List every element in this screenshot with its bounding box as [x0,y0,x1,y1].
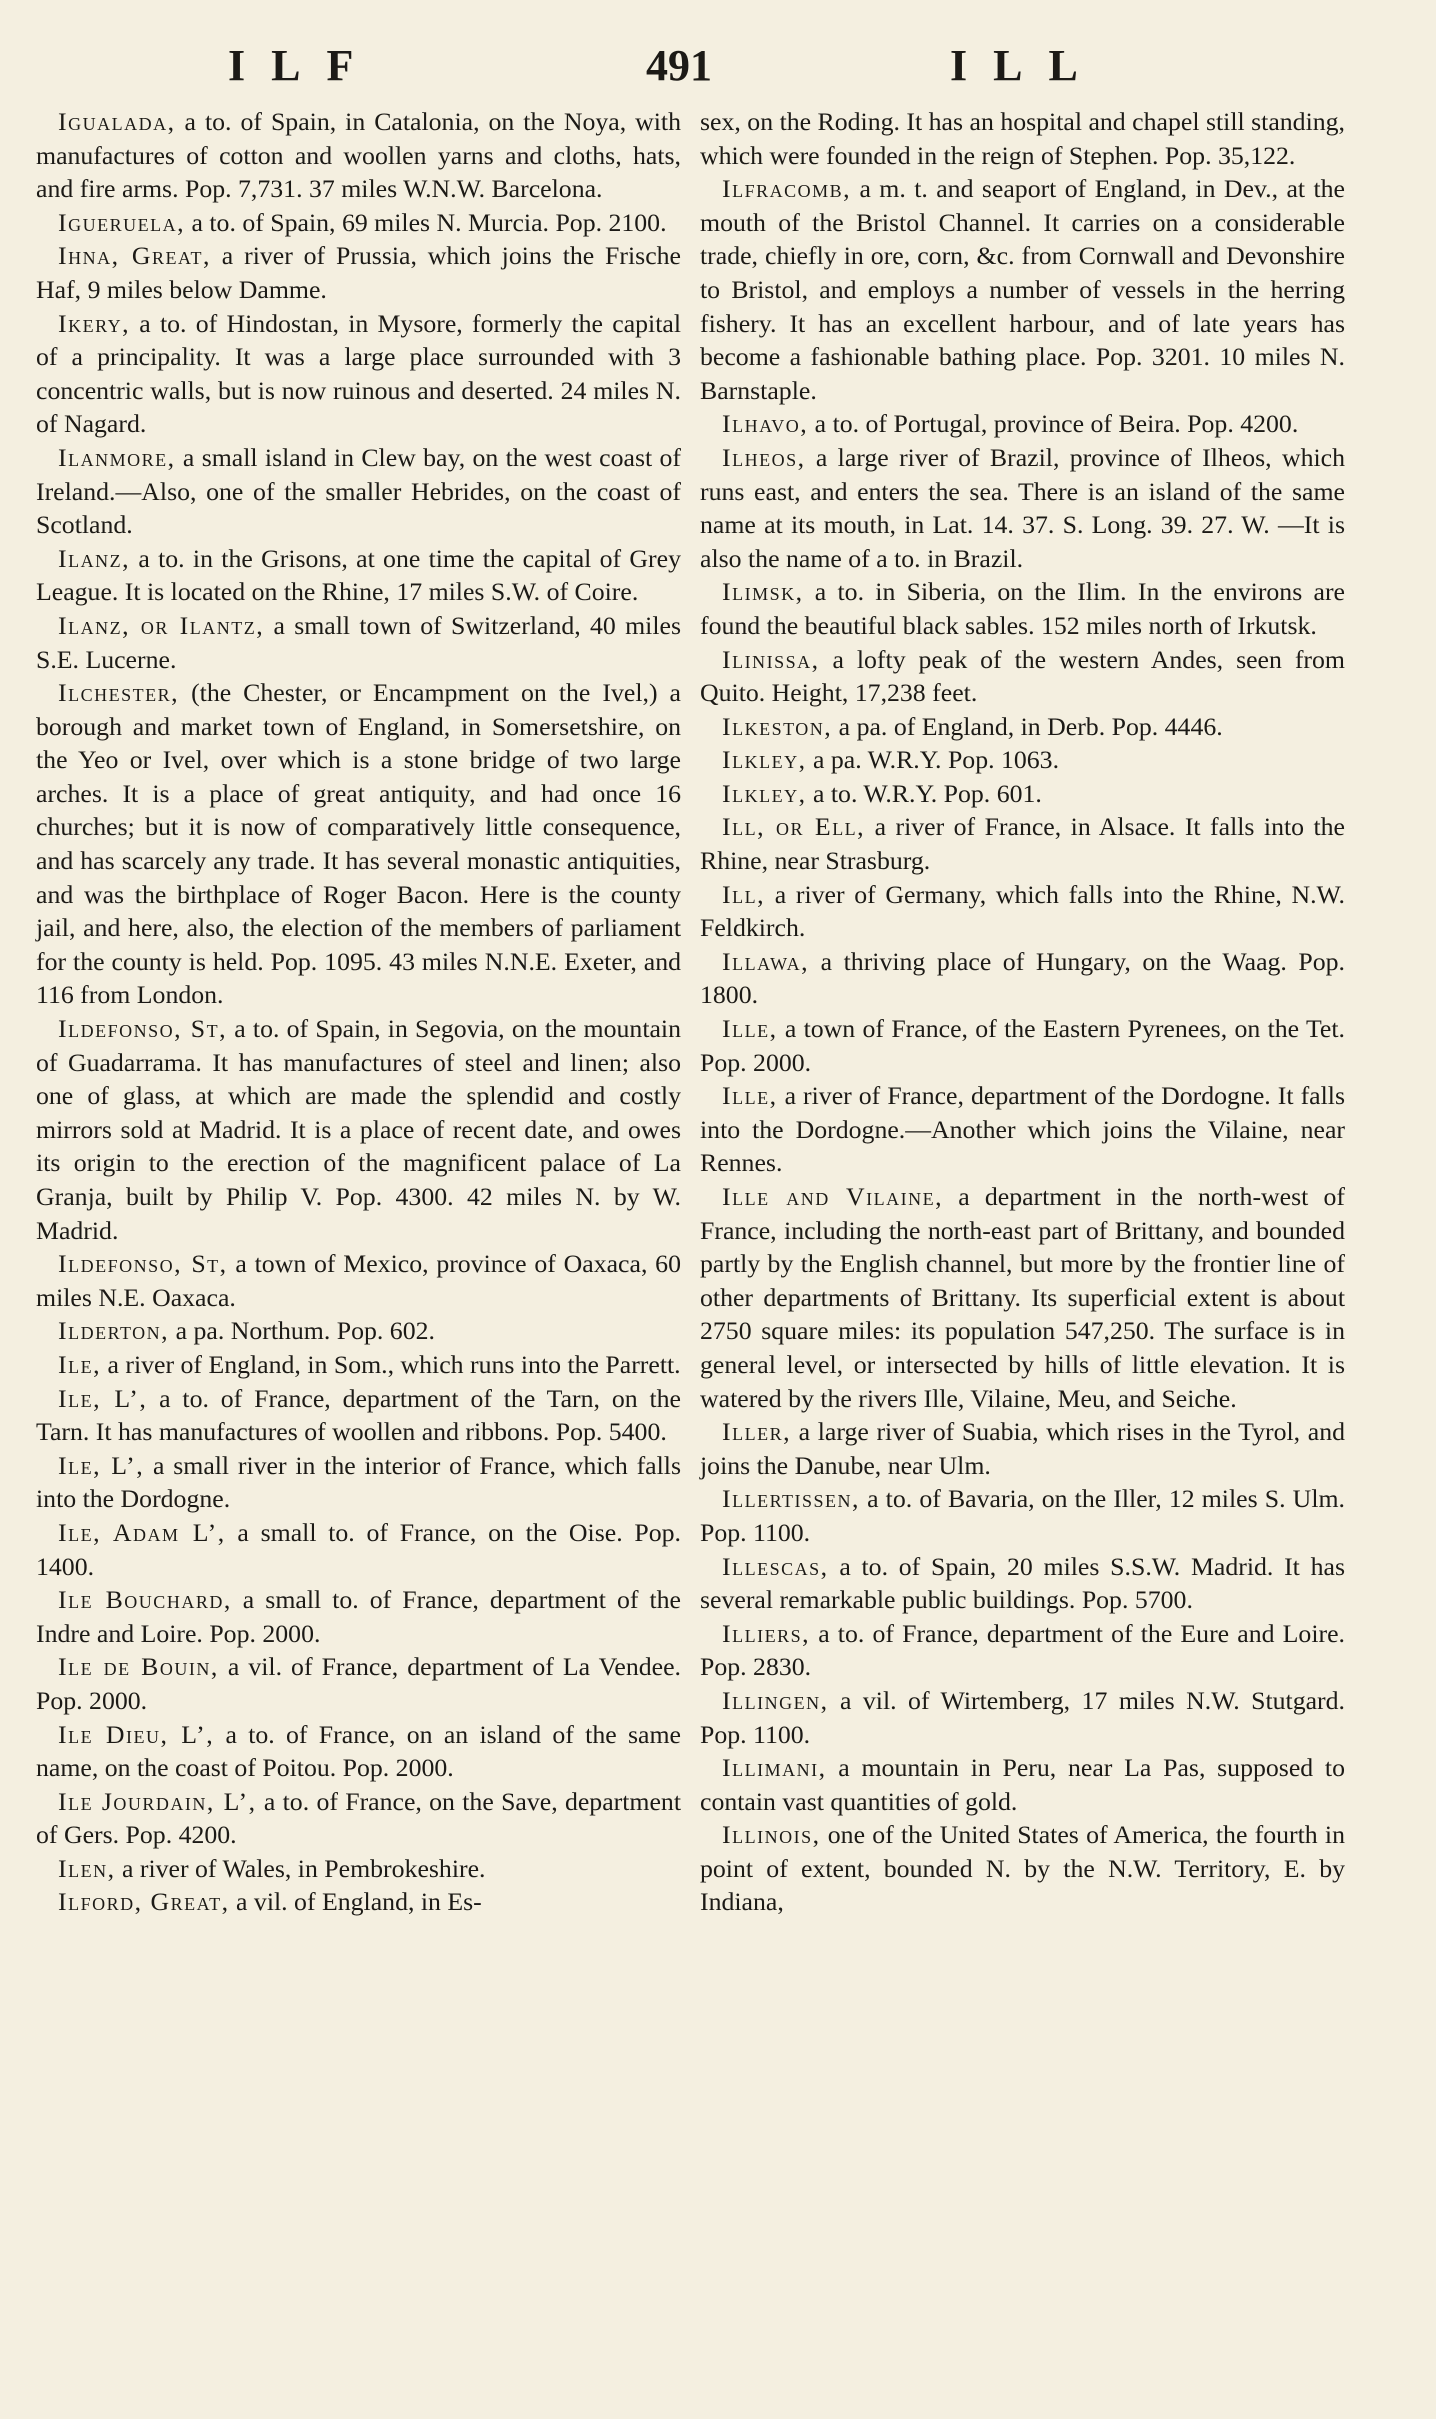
entry-headword: Ihna, Great, [58,241,211,271]
gazetteer-entry [36,105,681,206]
entry-headword: Ildefonso, St, [58,1014,228,1044]
entry-headword: Illescas, [722,1551,829,1581]
entry-headword: Ilimsk, [722,577,804,607]
entry-headword: Illiers, [722,1618,811,1648]
entry-text: (the Chester, or Encampment on the Ivel,) a borough and market town of England, in Somersetshire, on the Yeo or Ivel, over which is a stone bridge of two large arches. It is a place of great antiquity, and had once 16 churches; but it is now of comparatively little consequence, and has scarcely any trade. It has several monastic antiquities, and was the birthplace of Roger Bacon. Here is the county jail, and here, also, the election of the members of parliament for the county is held. Pop. 1095. 43 miles N.N.E. Exeter, and 116 from London. [36,678,681,1010]
entry-headword: Illertissen, [722,1484,860,1514]
entry-headword: Ilkeston, [722,711,833,741]
entry-text: a to. of Spain, in Segovia, on the mountain of Guadarrama. It has manufactures of steel and linen; also one of glass, at which are made the splendid and costly mirrors sold at Madrid. It is a place of recent date, and owes its origin to the erection of the magnificent palace of La Granja, built by Philip V. Pop. 4300. 42 miles N. by W. Madrid. [36,1014,681,1245]
entry-text: a large river of Brazil, province of Ilheos, which runs east, and enters the sea. There is an island of the same name at its mouth, in Lat. 14. 37. S. Long. 39. 27. W. —It is also the name of a to. in Brazil. [700,442,1345,573]
entry-text: a to. of France, on the Save, department of Gers. Pop. 4200. [36,1786,681,1850]
entry-headword: Ilkley, [722,745,807,775]
entry-text: a department in the north-west of France, including the north-east part of Brittany, and bounded partly by the English channel, but more by the frontier line of other departments of Brittany. Its superficial extent is about 2750 square miles: its population 547,250. The surface is in general level, or intersected by hills of little elevation. It is watered by the rivers Ille, Vilaine, Meu, and Seiche. [700,1182,1345,1413]
gazetteer-entry [700,743,1345,777]
gazetteer-entry [36,1348,681,1382]
gazetteer-entry [36,1650,681,1717]
entry-headword: Ile, L’, [58,1450,145,1480]
entry-text: a to. of Bavaria, on the Iller, 12 miles S. Ulm. Pop. 1100. [700,1484,1345,1547]
entry-headword: Ile, L’, [58,1383,148,1413]
entry-headword: Igualada, [58,107,176,136]
gazetteer-entry [700,172,1345,407]
entry-text: a large river of Suabia, which rises in the Tyrol, and joins the Danube, near Ulm. [700,1417,1345,1480]
entry-headword: Ilen, [58,1853,116,1883]
entry-text: a small to. of France, department of the Indre and Loire. Pop. 2000. [36,1585,681,1648]
gazetteer-entry [36,1382,681,1449]
entry-headword: Ilanz, or Ilantz, [58,610,265,640]
entry-headword: Illingen, [722,1685,829,1715]
entry-headword: Ile, Adam L’, [58,1517,226,1547]
entry-text: a vil. of Wirtemberg, 17 miles N.W. Stutgard. Pop. 1100. [700,1685,1345,1749]
entry-headword: Ile de Bouin, [58,1652,219,1682]
entry-text: a to. in Siberia, on the Ilim. In the environs are found the beautiful black sables. 152 miles north of Irkutsk. [700,577,1345,640]
gazetteer-entry [36,307,681,441]
entry-text: a river of Prussia, which joins the Frische Haf, 9 miles below Damme. [36,241,681,304]
entry-headword: Illimani, [722,1753,827,1783]
entry-text: a to. of Spain, in Catalonia, on the Noya, with manufactures of cotton and woollen yarns and cloths, hats, and fire arms. Pop. 7,731. 37 miles W.N.W. Barcelona. [36,107,681,204]
entry-headword: Ilford, Great, [58,1887,230,1917]
entry-text: a to. of Hindostan, in Mysore, formerly the capital of a principality. It was a large place surrounded with 3 concentric walls, but is now ruinous and deserted. 24 miles N. of Nagard. [36,308,681,439]
entry-text: a to. of Spain, 69 miles N. Murcia. Pop. 2100. [185,207,667,237]
entry-text: a to. W.R.Y. Pop. 601. [806,778,1042,808]
entry-headword: Ille, [722,1014,778,1044]
entry-text: a river of France, in Alsace. It falls into the Rhine, near Strasburg. [700,812,1345,876]
entry-headword: Ilchester, [58,678,180,708]
header-right-guide-word: ILL [950,41,1104,90]
entry-text: a lofty peak of the western Andes, seen from Quito. Height, 17,238 feet. [700,644,1345,708]
entry-text: a small town of Switzerland, 40 miles S.E. Lucerne. [36,610,681,674]
entry-headword: Ilfracomb, [722,174,852,204]
entry-headword: Igueruela, [58,207,186,237]
entry-text: a vil. of England, in Es- [229,1887,482,1917]
left-column [36,105,681,1919]
entry-headword: Ile Jourdain, L’, [58,1786,257,1816]
entry-headword: Ile, [58,1349,102,1379]
entry-headword: Ille, [722,1081,778,1111]
gazetteer-entry [36,239,681,306]
gazetteer-entry [36,1583,681,1650]
gazetteer-entry [700,945,1345,1012]
gazetteer-entry [700,878,1345,945]
gazetteer-entry [36,609,681,676]
entry-headword: Illawa, [722,946,810,976]
entry-text: one of the United States of America, the fourth in point of extent, bounded N. by the N.W. Territory, E. by Indiana, [700,1820,1345,1917]
gazetteer-entry [36,1852,681,1886]
entry-headword: Iller, [722,1417,792,1447]
gazetteer-entry [36,441,681,542]
gazetteer-entry [36,1449,681,1516]
gazetteer-entry [36,1012,681,1247]
entry-text: a river of Wales, in Pembrokeshire. [115,1853,486,1883]
gazetteer-entry [700,1012,1345,1079]
running-header [0,28,1436,98]
gazetteer-entry [36,206,681,240]
gazetteer-entry [36,1314,681,1348]
entry-headword: Ilanz, [58,543,131,573]
gazetteer-entry [36,1247,681,1314]
gazetteer-entry [700,575,1345,642]
entry-text: a to. of France, on an island of the same name, on the coast of Poitou. Pop. 2000. [36,1719,681,1783]
entry-text: a to. in the Grisons, at one time the capital of Grey League. It is located on the Rhine, 17 miles S.W. of Coire. [36,543,681,607]
gazetteer-entry [700,1180,1345,1415]
entry-text: a m. t. and seaport of England, in Dev., at the mouth of the Bristol Channel. It carries on a considerable trade, chiefly in ore, corn, &c. from Cornwall and Devonshire to Bristol, and employs a number of vessels in the herring fishery. It has an excellent harbour, and of late years has become a fashionable bathing place. Pop. 3201. 10 miles N. Barnstaple. [700,174,1345,405]
entry-text: a river of Germany, which falls into the Rhine, N.W. Feldkirch. [700,879,1345,943]
entry-headword: Ile Dieu, L’, [58,1719,215,1749]
gazetteer-entry [700,1482,1345,1549]
entry-headword: Ille and Vilaine, [722,1182,944,1211]
gazetteer-entry [700,1079,1345,1180]
gazetteer-entry [700,407,1345,441]
entry-headword: Ilkley, [722,778,807,808]
entry-text: a mountain in Peru, near La Pas, supposed to contain vast quantities of gold. [700,1753,1345,1816]
gazetteer-entry [700,1818,1345,1919]
entry-text: a pa. W.R.Y. Pop. 1063. [806,745,1060,775]
entry-text: a to. of France, department of the Eure and Loire. Pop. 2830. [700,1618,1345,1682]
entry-headword: Ilheos, [722,442,806,472]
right-column [700,105,1345,1919]
entry-headword: Ilhavo, [722,409,809,439]
gazetteer-entry [36,1718,681,1785]
gazetteer-entry [700,1550,1345,1617]
entry-text: a river of France, department of the Dordogne. It falls into the Dordogne.—Another which joins the Vilaine, near Rennes. [700,1081,1345,1178]
header-left-guide-word: ILF [228,41,380,90]
gazetteer-entry [36,1516,681,1583]
entry-text: a to. of Portugal, province of Beira. Pop. 4200. [808,409,1299,439]
entry-text: a pa. of England, in Derb. Pop. 4446. [832,711,1223,741]
entry-text: a river of England, in Som., which runs into the Parrett. [101,1349,681,1379]
entry-text: a town of France, of the Eastern Pyrenees, on the Tet. Pop. 2000. [700,1014,1345,1077]
gazetteer-entry [700,1415,1345,1482]
entry-text: a to. of Spain, 20 miles S.S.W. Madrid. It has several remarkable public buildings. Pop. 5700. [700,1551,1345,1615]
gazetteer-entry [36,542,681,609]
entry-headword: Ilinissa, [722,644,820,674]
gazetteer-entry [700,643,1345,710]
gazetteer-entry [700,1751,1345,1818]
entry-headword: Ilderton, [58,1316,170,1346]
entry-headword: Illinois, [722,1820,821,1850]
gazetteer-entry [700,777,1345,811]
entry-text: a thriving place of Hungary, on the Waag. Pop. 1800. [700,946,1345,1010]
entry-headword: Ill, [722,879,766,909]
entry-text: a pa. Northum. Pop. 602. [169,1316,435,1346]
gazetteer-entry [36,1785,681,1852]
entry-text: a small to. of France, on the Oise. Pop. 1400. [36,1517,681,1581]
gazetteer-entry [700,810,1345,877]
entry-headword: Ill, or Ell, [722,812,866,842]
entry-headword: Ile Bouchard, [58,1585,232,1615]
entry-text: a town of Mexico, province of Oaxaca, 60 miles N.E. Oaxaca. [36,1249,681,1312]
gazetteer-entry [36,1885,681,1919]
entry-text: a small river in the interior of France, which falls into the Dordogne. [36,1450,681,1514]
gazetteer-entry [700,1684,1345,1751]
entry-headword: Ildefonso, St, [58,1249,228,1279]
entry-text: a vil. of France, department of La Vendee. Pop. 2000. [36,1652,682,1715]
gazetteer-entry [36,676,681,1012]
entry-text: a to. of France, department of the Tarn, on the Tarn. It has manufactures of woollen and ribbons. Pop. 5400. [36,1383,681,1447]
gazetteer-entry [700,710,1345,744]
continuation-text: sex, on the Roding. It has an hospital and chapel still standing, which were founded in the reign of Stephen. Pop. 35,122. [700,107,1345,170]
gazetteer-entry [700,1617,1345,1684]
entry-headword: Ikery, [58,308,131,338]
page-number: 491 [646,41,712,90]
gazetteer-entry [700,441,1345,575]
entry-headword: Ilanmore, [58,442,176,472]
entry-text: a small island in Clew bay, on the west coast of Ireland.—Also, one of the smaller Hebrides, on the coast of Scotland. [36,442,681,540]
